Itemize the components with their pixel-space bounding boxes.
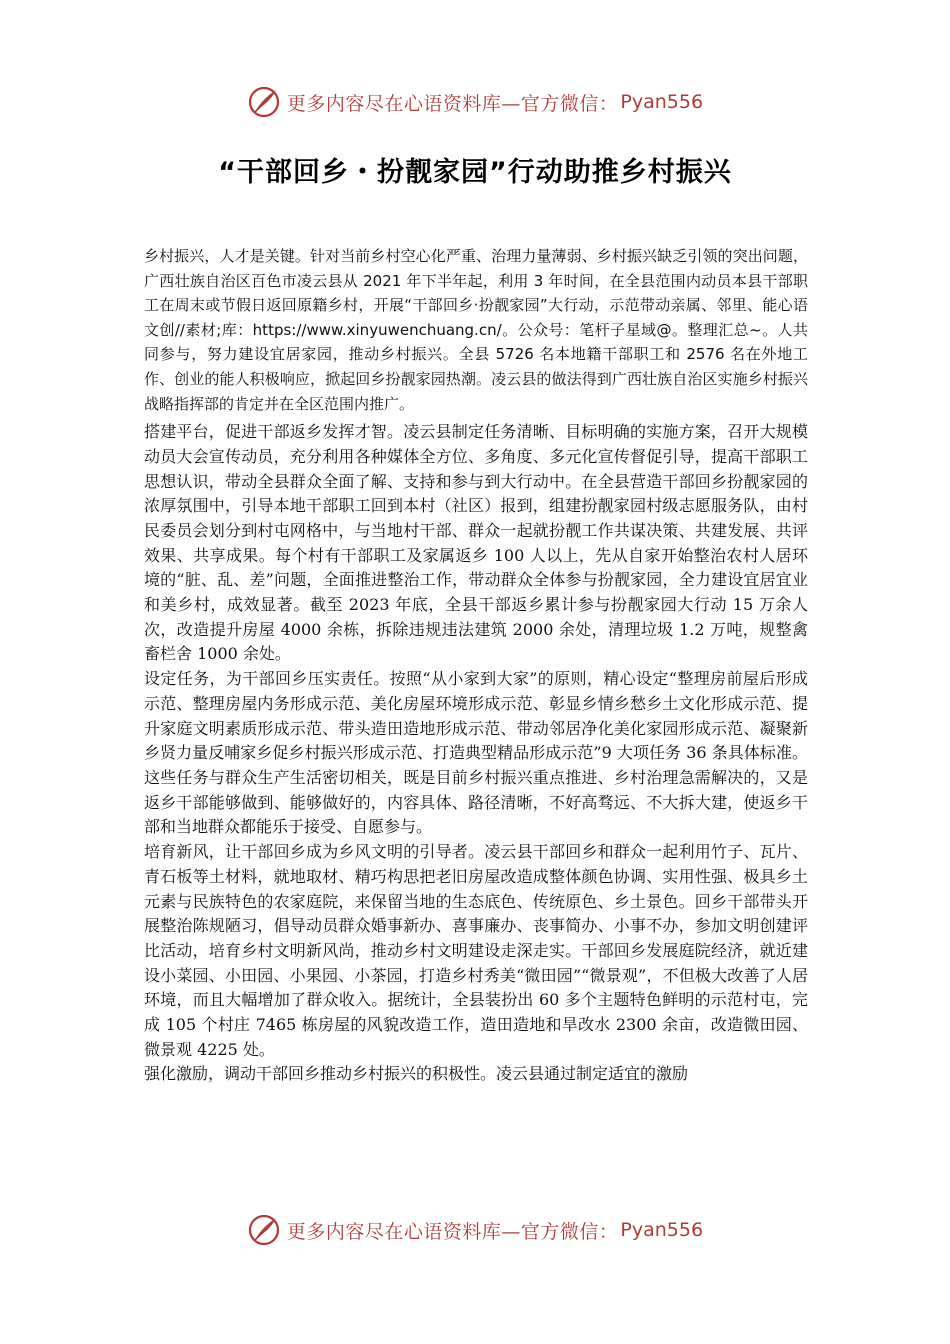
paragraph-tasks: 设定任务，为干部回乡压实责任。按照“从小家到大家”的原则，精心设定“整理房前屋后形成示范、整理房屋内务形成示范、美化房屋环境形成示范、彰显乡情乡愁乡土文化形成示范、提升家庭文明素质形成示范、带头造田造地形成示范、带动邻居净化美化家园形成示范、凝聚新乡贤力量反哺家乡促乡村振兴形成示范、打造典型精品形成示范”9 大项任务 36 条具体标准。这些任务与群众生产生活密切相关，既是目前乡村振兴重点推进、乡村治理急需解决的，又是返乡干部能够做到、能够做好的，内容具体、路径清晰，不好高骛远、不大拆大建，使返乡干部和当地群众都能乐于接受、自愿参与。 — [144, 669, 808, 837]
paragraph-incentive: 强化激励，调动干部回乡推动乡村振兴的积极性。凌云县通过制定适宜的激励 — [144, 1064, 689, 1084]
wechat-id: Pyan556 — [620, 1219, 704, 1241]
wechat-id: Pyan556 — [620, 91, 704, 113]
paragraph-customs: 培育新风，让干部回乡成为乡风文明的引导者。凌云县干部回乡和群众一起利用竹子、瓦片、青石板等土材料，就地取材、精巧构思把老旧房屋改造成整体颜色协调、实用性强、极具乡土元素与民族特色的农家庭院，来保留当地的生态底色、传统原色、乡土景色。回乡干部带头开展整治陈规陋习，倡导动员群众婚事新办、喜事廉办、丧事简办、小事不办，参加文明创建评比活动，培育乡村文明新风尚，推动乡村文明建设走深走实。干部回乡发展庭院经济，就近建设小菜园、小田园、小果园、小茶园，打造乡村秀美“微田园”“微景观”，不但极大改善了人居环境，而且大幅增加了群众收入。据统计，全县装扮出 60 多个主题特色鲜明的示范村屯，完成 105 个村庄 7465 栋房屋的风貌改造工作，造田造地和旱改水 2300 余亩，改造微田园、微景观 4225 处。 — [144, 842, 808, 1059]
quill-circle-icon — [247, 85, 281, 119]
page-title: “干部回乡・扮靓家园”行动助推乡村振兴 — [218, 157, 732, 188]
lead-paragraph: 乡村振兴，人才是关键。针对当前乡村空心化严重、治理力量薄弱、乡村振兴缺乏引领的突出问题，广西壮族自治区百色市凌云县从 2021 年下半年起，利用 3 年时间，在全县范围内动员本县干部职工在周末或节假日返回原籍乡村，开展“干部回乡·扮靓家园”大行动，示范带动亲属、邻里、能心语文创//素材;库：https://www.xinyuwenchuang.cn/。公众号：笔杆子星域@。整理汇总~。人共同参与，努力建设宜居家园，推动乡村振兴。全县 5726 名本地籍干部职工和 2576 名在外地工作、创业的能人积极响应，掀起回乡扮靓家园热潮。凌云县的做法得到广西壮族自治区实施乡村振兴战略指挥部的肯定并在全区范围内推广。 — [144, 247, 808, 413]
article-body — [144, 244, 808, 1087]
paragraph-platform: 搭建平台，促进干部返乡发挥才智。凌云县制定任务清晰、目标明确的实施方案，召开大规模动员大会宣传动员，充分利用各种媒体全方位、多角度、多元化宣传督促引导，提高干部职工思想认识，带动全县群众全面了解、支持和参与到大行动中。在全县营造干部回乡扮靓家园的浓厚氛围中，引导本地干部职工回到本村（社区）报到，组建扮靓家园村级志愿服务队，由村民委员会划分到村屯网格中，与当地村干部、群众一起就扮靓工作共谋决策、共建发展、共评效果、共享成果。每个村有干部职工及家属返乡 100 人以上，先从自家开始整治农村人居环境的“脏、乱、差”问题，全面推进整治工作，带动群众全体参与扮靓家园，全力建设宜居宜业和美乡村，成效显著。截至 2023 年底，全县干部返乡累计参与扮靓家园大行动 15 万余人次，改造提升房屋 4000 余栋，拆除违规违法建筑 2000 余处，清理垃圾 1.2 万吨，规整禽畜栏舍 1000 余处。 — [144, 422, 808, 664]
footer-watermark — [0, 1210, 950, 1250]
watermark-text: 更多内容尽在心语资料库—官方微信： — [286, 92, 619, 115]
header-watermark — [0, 82, 950, 122]
watermark-text: 更多内容尽在心语资料库—官方微信： — [286, 1220, 619, 1243]
quill-circle-icon — [247, 1213, 281, 1247]
